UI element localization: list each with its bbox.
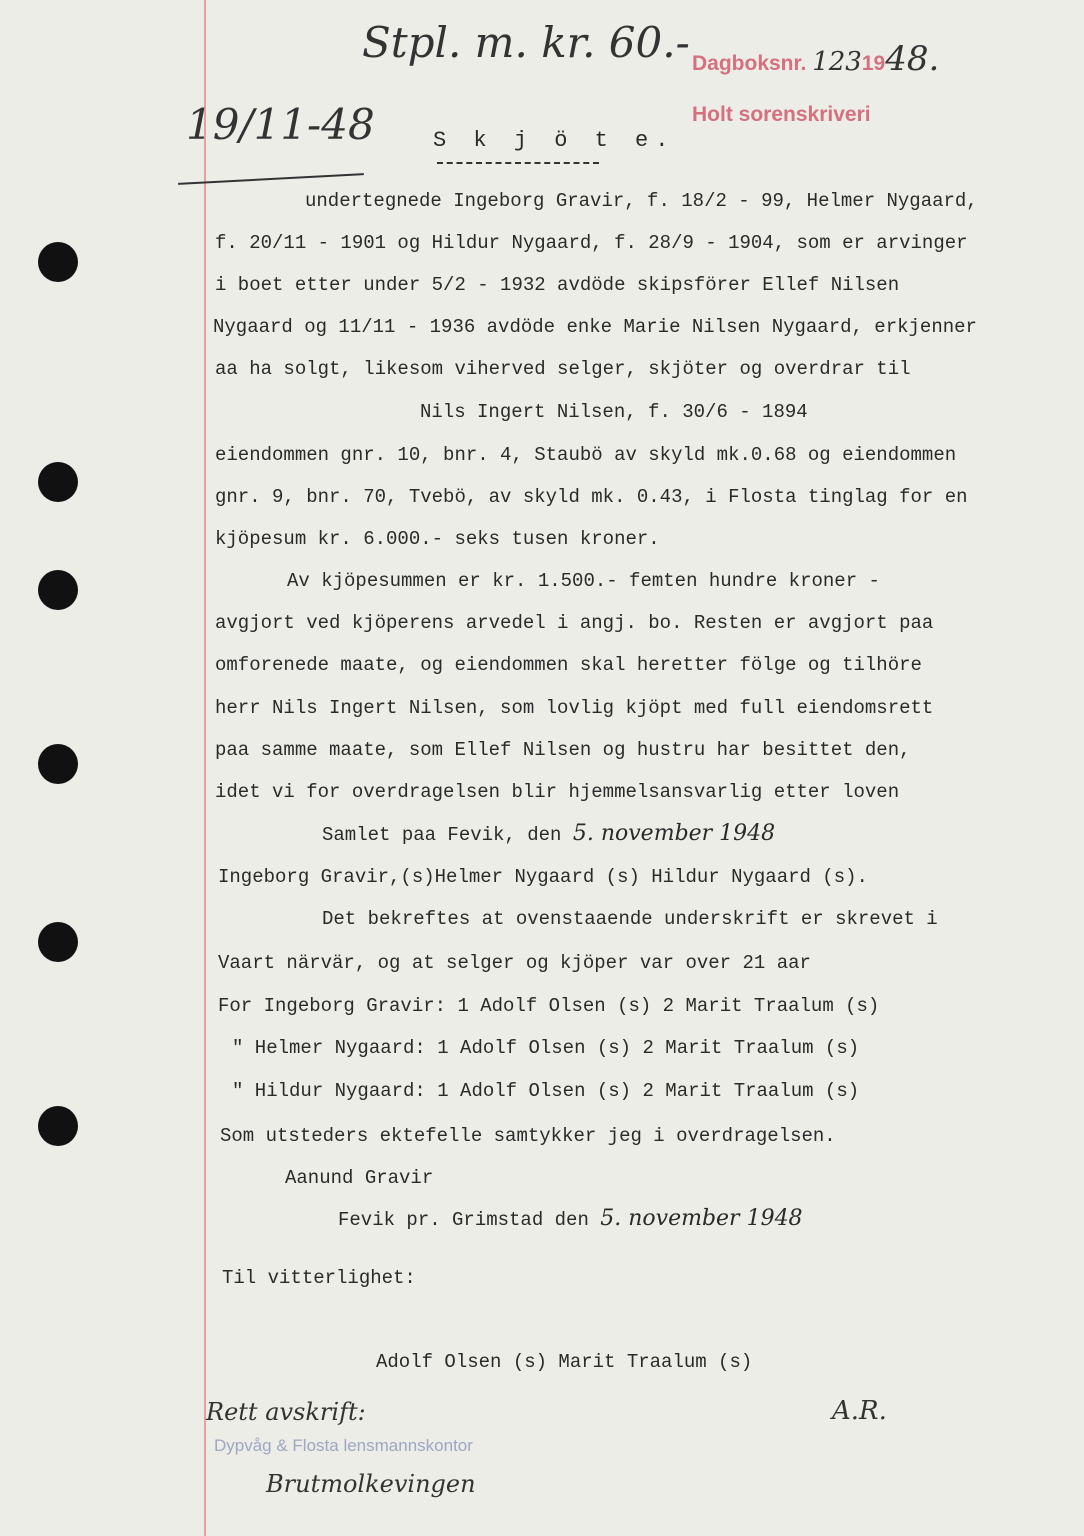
body-line: omforenede maate, og eiendommen skal heretter fölge og tilhöre <box>215 654 922 676</box>
consent-line: Som utsteders ektefelle samtykker jeg i overdragelsen. <box>220 1125 836 1147</box>
punch-hole <box>38 1106 78 1146</box>
body-line: gnr. 9, bnr. 70, Tvebö, av skyld mk. 0.43, i Flosta tinglag for en <box>215 486 968 508</box>
punch-hole <box>38 570 78 610</box>
body-line: kjöpesum kr. 6.000.- seks tusen kroner. <box>215 528 660 550</box>
witness-row-prefix: For Ingeborg Gravir: <box>218 995 447 1017</box>
punch-hole <box>38 462 78 502</box>
body-line: eiendommen gnr. 10, bnr. 4, Staubö av skyld mk.0.68 og eiendommen <box>215 444 957 466</box>
witness-row-text: 1 Adolf Olsen (s) 2 Marit Traalum (s) <box>437 1080 860 1102</box>
copy-attestation: Rett avskrift: <box>206 1398 366 1426</box>
body-line: Av kjöpesummen er kr. 1.500.- femten hundre kroner - <box>287 570 880 592</box>
body-line: undertegnede Ingeborg Gravir, f. 18/2 - 99, Helmer Nygaard, <box>305 190 978 212</box>
registration-date: 19/11-48 <box>186 100 375 149</box>
signing-line <box>322 822 775 847</box>
body-line: herr Nils Ingert Nilsen, som lovlig kjöpt med full eiendomsrett <box>215 697 934 719</box>
buyer-line: Nils Ingert Nilsen, f. 30/6 - 1894 <box>420 401 808 423</box>
signing-date: 5. november 1948 <box>572 821 776 846</box>
witness-row <box>218 994 879 1018</box>
witness-row-prefix: " Helmer Nygaard: <box>232 1037 426 1059</box>
punch-hole <box>38 922 78 962</box>
journal-number: 123 <box>812 47 862 77</box>
margin-line <box>204 0 206 1536</box>
journal-stamp-line1 <box>692 39 940 79</box>
signatures-line: Ingeborg Gravir,(s)Helmer Nygaard (s) Hildur Nygaard (s). <box>218 866 868 888</box>
body-line: Nygaard og 11/11 - 1936 avdöde enke Marie Nilsen Nygaard, erkjenner <box>213 316 977 338</box>
document-title: S k j ö t e. <box>433 128 676 153</box>
witness-row-text: 1 Adolf Olsen (s) 2 Marit Traalum (s) <box>457 995 880 1017</box>
title-underline <box>437 162 599 164</box>
consent-place-line <box>338 1207 803 1232</box>
witness-row <box>232 1036 859 1060</box>
punch-hole <box>38 242 78 282</box>
body-line: idet vi for overdragelsen blir hjemmelsansvarlig etter loven <box>215 781 900 803</box>
signing-place: Samlet paa Fevik, den <box>322 824 562 846</box>
punch-hole <box>38 744 78 784</box>
witness-row-text: 1 Adolf Olsen (s) 2 Marit Traalum (s) <box>437 1037 860 1059</box>
official-signature: Brutmolkevingen <box>266 1470 476 1498</box>
attestation-initials: A.R. <box>832 1396 887 1426</box>
body-line: f. 20/11 - 1901 og Hildur Nygaard, f. 28/9 - 1904, som er arvinger <box>215 232 968 254</box>
body-line: avgjort ved kjöperens arvedel i angj. bo. Resten er avgjort paa <box>215 612 934 634</box>
journal-year: 48. <box>885 39 940 79</box>
consent-place: Fevik pr. Grimstad den <box>338 1209 589 1231</box>
body-line: paa samme maate, som Ellef Nilsen og hustru har besittet den, <box>215 739 911 761</box>
consent-date: 5. november 1948 <box>600 1206 803 1231</box>
confirm-line: Det bekreftes at ovenstaaende underskrift er skrevet i <box>322 908 938 930</box>
witness-heading: Til vitterlighet: <box>222 1267 416 1289</box>
witness-names: Adolf Olsen (s) Marit Traalum (s) <box>376 1351 753 1373</box>
office-stamp: Dypvåg & Flosta lensmannskontor <box>214 1436 473 1455</box>
body-line: aa ha solgt, likesom viherved selger, skjöter og overdrar til <box>215 358 911 380</box>
court-stamp: Holt sorenskriveri <box>692 103 871 126</box>
body-line: i boet etter under 5/2 - 1932 avdöde skipsförer Ellef Nilsen <box>215 274 900 296</box>
journal-year-prefix: 19 <box>861 52 886 75</box>
journal-number-label: Dagboksnr. <box>692 52 807 75</box>
confirm-line: Vaart närvär, og at selger og kjöper var over 21 aar <box>218 952 811 974</box>
witness-row <box>232 1079 859 1103</box>
fee-note: Stpl. m. kr. 60.- <box>362 18 690 67</box>
witness-row-prefix: " Hildur Nygaard: <box>232 1080 426 1102</box>
consent-name: Aanund Gravir <box>285 1167 434 1189</box>
